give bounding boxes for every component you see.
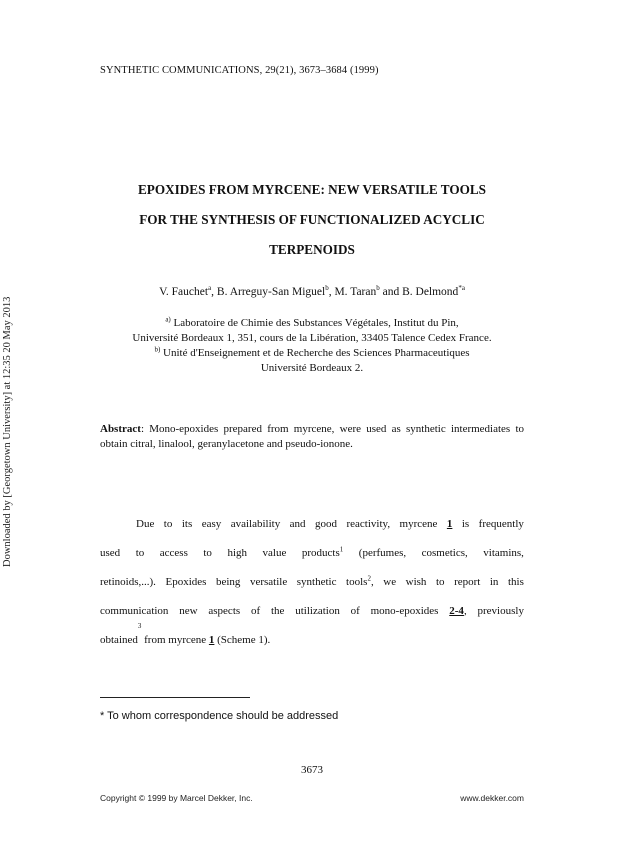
word: to <box>135 547 145 559</box>
word: utilization <box>295 605 340 617</box>
title-line: EPOXIDES FROM MYRCENE: NEW VERSATILE TOOLS <box>138 182 486 197</box>
word: (perfumes, <box>358 547 407 559</box>
journal-header: SYNTHETIC COMMUNICATIONS, 29(21), 3673–3684 (1999) <box>100 65 379 76</box>
word: communication <box>100 605 169 617</box>
affiliations <box>100 316 524 376</box>
citation-mark: 3 <box>137 622 142 630</box>
word: to <box>435 576 445 588</box>
word-text: from myrcene <box>141 634 209 646</box>
abstract-label: Abstract <box>100 423 141 435</box>
affiliation-a-cont: Université Bordeaux 1, 351, cours de la Libération, 33405 Talence Cedex France. <box>132 332 492 344</box>
word: high <box>227 547 248 559</box>
copyright-notice: Copyright © 1999 by Marcel Dekker, Inc. <box>100 793 253 803</box>
affil-marker: a) <box>165 315 171 324</box>
body-text <box>100 510 524 655</box>
title-line: TERPENOIDS <box>269 242 355 257</box>
word: vitamins, <box>483 547 524 559</box>
word: to <box>203 547 212 559</box>
footnote-divider <box>100 697 250 698</box>
word: frequently <box>478 518 524 530</box>
word-text: obtained <box>100 634 138 646</box>
word: is <box>461 518 470 530</box>
word: new <box>179 605 198 617</box>
word: myrcene <box>399 518 438 530</box>
affil-text: Unité d'Enseignement et de Recherche des Sciences Pharmaceutiques <box>160 347 470 359</box>
word: to <box>163 518 173 530</box>
word: good <box>315 518 338 530</box>
page-number: 3673 <box>301 764 323 776</box>
word: being <box>215 576 241 588</box>
compound-ref: 1 <box>446 518 453 530</box>
word: tools$^2$, <box>346 568 374 597</box>
publisher-url: www.dekker.com <box>460 793 524 803</box>
word: of <box>350 605 360 617</box>
word: access <box>159 547 188 559</box>
word <box>302 539 343 568</box>
word: availability <box>230 518 281 530</box>
affil-marker: b) <box>154 345 161 354</box>
body-line <box>100 597 524 626</box>
abstract <box>100 422 524 452</box>
compound-ref: 1 <box>208 634 215 646</box>
paper-title <box>100 175 524 265</box>
word: and <box>289 518 306 530</box>
word: used <box>100 547 121 559</box>
word: versatile <box>249 576 288 588</box>
word: its <box>181 518 193 530</box>
word: in <box>489 576 499 588</box>
author-affil-mark: a <box>208 284 212 293</box>
affiliation-a <box>100 316 524 331</box>
word: synthetic <box>296 576 337 588</box>
abstract-text: : Mono-epoxides prepared from myrcene, were used as synthetic intermediates to obtain citral, linalool, geranylacetone and pseudo-ionone. <box>100 423 524 450</box>
word: reactivity, <box>346 518 391 530</box>
word: 2-4, <box>449 597 466 626</box>
author-name: , B. Arreguy-San Miguel <box>211 286 326 298</box>
word: easy <box>201 518 222 530</box>
download-watermark: Downloaded by [Georgetown University] at 12:35 20 May 2013 <box>2 296 13 567</box>
author-affil-mark: *a <box>458 284 465 293</box>
body-line <box>100 568 524 597</box>
word: mono-epoxides <box>370 605 439 617</box>
correspondence-footnote: * To whom correspondence should be addressed <box>100 710 339 722</box>
body-line <box>100 510 524 539</box>
author-name: , M. Taran <box>328 286 377 298</box>
word: cosmetics, <box>421 547 468 559</box>
body-line <box>100 622 524 655</box>
word: of <box>250 605 261 617</box>
body-line <box>100 539 524 568</box>
word: aspects <box>208 605 241 617</box>
title-line: FOR THE SYNTHESIS OF FUNCTIONALIZED ACYCLIC <box>139 212 485 227</box>
word: we <box>383 576 397 588</box>
author-affil-mark: b <box>325 284 329 293</box>
word: this <box>507 576 524 588</box>
citation-mark: 1 <box>339 545 344 554</box>
word: the <box>270 605 285 617</box>
author-affil-mark: b <box>376 284 380 293</box>
affil-text: Laboratoire de Chimie des Substances Végétales, Institut du Pin, <box>170 317 459 329</box>
word: Epoxides <box>165 576 207 588</box>
author-name: V. Fauchet <box>159 286 209 298</box>
citation-mark: 2 <box>367 574 371 583</box>
word-text: products <box>301 547 340 559</box>
word: retinoids,...). <box>100 576 156 588</box>
word: Due <box>136 518 155 530</box>
word: value <box>262 547 287 559</box>
affiliation-b <box>100 346 524 361</box>
compound-ref: 2-4 <box>449 605 464 617</box>
affiliation-b-cont: Université Bordeaux 2. <box>260 362 364 374</box>
word: previously <box>477 605 524 617</box>
word: report <box>454 576 481 588</box>
author-name: and B. Delmond <box>379 286 459 298</box>
author-list <box>100 286 524 298</box>
word-text: (Scheme 1). <box>214 634 271 646</box>
word-text: tools <box>346 576 368 588</box>
word: wish <box>405 576 427 588</box>
